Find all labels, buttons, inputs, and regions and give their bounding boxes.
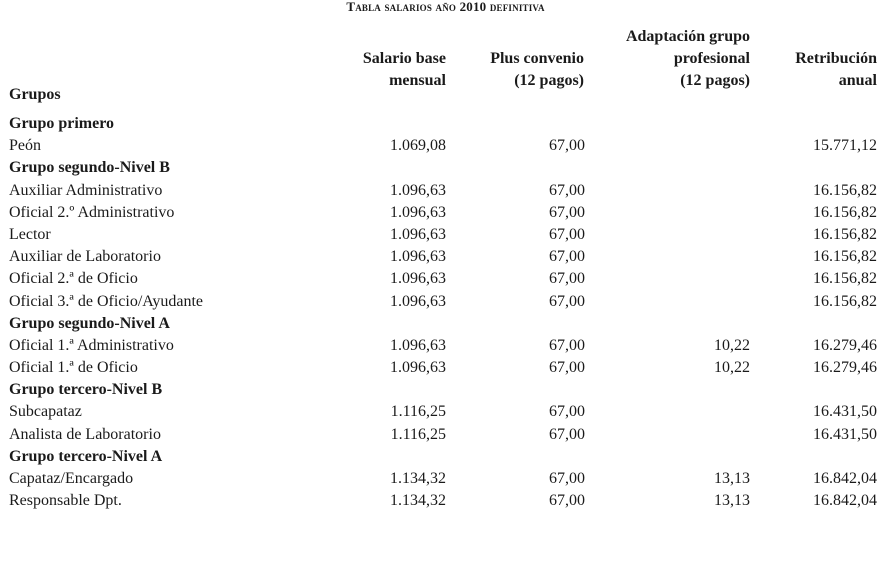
category-label: Lector (9, 225, 51, 243)
group-heading-row (0, 446, 891, 468)
header-plus-convenio (452, 20, 584, 110)
plus-convenio-cell: 67,00 (549, 336, 585, 354)
table-row (0, 268, 891, 290)
plus-convenio-cell: 67,00 (549, 225, 585, 243)
header-grupos: Grupos (9, 86, 61, 103)
header-adaptacion (585, 20, 750, 110)
category-label: Oficial 1.ª de Oficio (9, 359, 138, 377)
group-heading: Grupo tercero-Nivel B (9, 381, 163, 399)
header-retribucion-line2: anual (838, 72, 877, 89)
plus-convenio-cell: 67,00 (549, 470, 585, 487)
salario-base-cell: 1.096,63 (390, 248, 446, 266)
table-row (0, 490, 891, 512)
retribucion-cell: 16.431,50 (813, 403, 877, 421)
header-plus-convenio-line1: Plus convenio (490, 50, 584, 67)
table-row (0, 180, 891, 202)
plus-convenio-cell: 67,00 (549, 270, 585, 288)
header-adaptacion-line2: profesional (673, 50, 750, 67)
plus-convenio-cell: 67,00 (549, 492, 585, 510)
header-adaptacion-line3: (12 pagos) (680, 72, 750, 89)
table-row (0, 424, 891, 446)
salario-base-cell: 1.096,63 (390, 292, 446, 310)
plus-convenio-cell: 67,00 (549, 425, 585, 443)
retribucion-cell: 16.842,04 (813, 492, 877, 510)
category-label: Peón (9, 137, 41, 155)
plus-convenio-cell: 67,00 (549, 137, 585, 155)
plus-convenio-cell: 67,00 (549, 203, 585, 221)
salario-base-cell: 1.069,08 (390, 137, 446, 155)
adaptacion-cell: 10,22 (714, 359, 750, 377)
category-label: Analista de Laboratorio (9, 425, 161, 443)
table-row (0, 357, 891, 379)
plus-convenio-cell: 67,00 (549, 181, 585, 199)
table-row (0, 246, 891, 268)
group-heading: Grupo primero (9, 115, 115, 132)
group-heading: Grupo segundo-Nivel A (9, 314, 170, 332)
retribucion-cell: 16.842,04 (813, 470, 877, 487)
category-label: Auxiliar Administrativo (9, 181, 163, 199)
salary-table-body (0, 113, 891, 512)
adaptacion-cell: 13,13 (714, 470, 750, 487)
adaptacion-cell: 10,22 (714, 336, 750, 354)
retribucion-cell: 16.156,82 (813, 270, 877, 288)
adaptacion-cell: 13,13 (714, 492, 750, 510)
table-row (0, 135, 891, 157)
salario-base-cell: 1.096,63 (390, 181, 446, 199)
retribucion-cell: 16.431,50 (813, 425, 877, 443)
table-title: Tabla salarios año 2010 definitiva (346, 0, 545, 14)
category-label: Responsable Dpt. (9, 492, 122, 510)
retribucion-cell: 16.156,82 (813, 225, 877, 243)
salario-base-cell: 1.134,32 (390, 470, 446, 487)
group-heading-row (0, 157, 891, 179)
category-label: Oficial 2.º Administrativo (9, 203, 175, 221)
header-retribucion (755, 20, 877, 110)
salario-base-cell: 1.096,63 (390, 203, 446, 221)
category-label: Auxiliar de Laboratorio (9, 248, 161, 266)
salario-base-cell: 1.096,63 (390, 359, 446, 377)
plus-convenio-cell: 67,00 (549, 292, 585, 310)
table-row (0, 401, 891, 423)
category-label: Capataz/Encargado (9, 470, 134, 487)
group-heading-row (0, 379, 891, 401)
salario-base-cell: 1.116,25 (390, 425, 446, 443)
table-row (0, 468, 891, 490)
retribucion-cell: 16.156,82 (813, 181, 877, 199)
plus-convenio-cell: 67,00 (549, 248, 585, 266)
group-heading-row (0, 313, 891, 335)
retribucion-cell: 15.771,12 (813, 137, 877, 155)
salario-base-cell: 1.116,25 (390, 403, 446, 421)
retribucion-cell: 16.156,82 (813, 292, 877, 310)
header-salario-base-line1: Salario base (362, 50, 446, 67)
header-retribucion-line1: Retribución (795, 50, 877, 67)
plus-convenio-cell: 67,00 (549, 403, 585, 421)
category-label: Subcapataz (9, 403, 82, 421)
group-heading-row (0, 113, 891, 135)
category-label: Oficial 1.ª Administrativo (9, 336, 174, 354)
category-label: Oficial 3.ª de Oficio/Ayudante (9, 292, 203, 310)
table-row (0, 291, 891, 313)
group-heading: Grupo segundo-Nivel B (9, 159, 170, 177)
salario-base-cell: 1.096,63 (390, 270, 446, 288)
header-adaptacion-line1: Adaptación grupo (625, 28, 750, 45)
table-row (0, 335, 891, 357)
table-row (0, 202, 891, 224)
salario-base-cell: 1.096,63 (390, 225, 446, 243)
retribucion-cell: 16.156,82 (813, 203, 877, 221)
retribucion-cell: 16.279,46 (813, 359, 877, 377)
header-salario-base (330, 20, 446, 110)
retribucion-cell: 16.279,46 (813, 336, 877, 354)
salario-base-cell: 1.134,32 (390, 492, 446, 510)
table-row (0, 224, 891, 246)
header-salario-base-line2: mensual (389, 72, 446, 89)
category-label: Oficial 2.ª de Oficio (9, 270, 138, 288)
salario-base-cell: 1.096,63 (390, 336, 446, 354)
group-heading: Grupo tercero-Nivel A (9, 447, 163, 465)
header-plus-convenio-line2: (12 pagos) (514, 72, 584, 89)
plus-convenio-cell: 67,00 (549, 359, 585, 377)
retribucion-cell: 16.156,82 (813, 248, 877, 266)
